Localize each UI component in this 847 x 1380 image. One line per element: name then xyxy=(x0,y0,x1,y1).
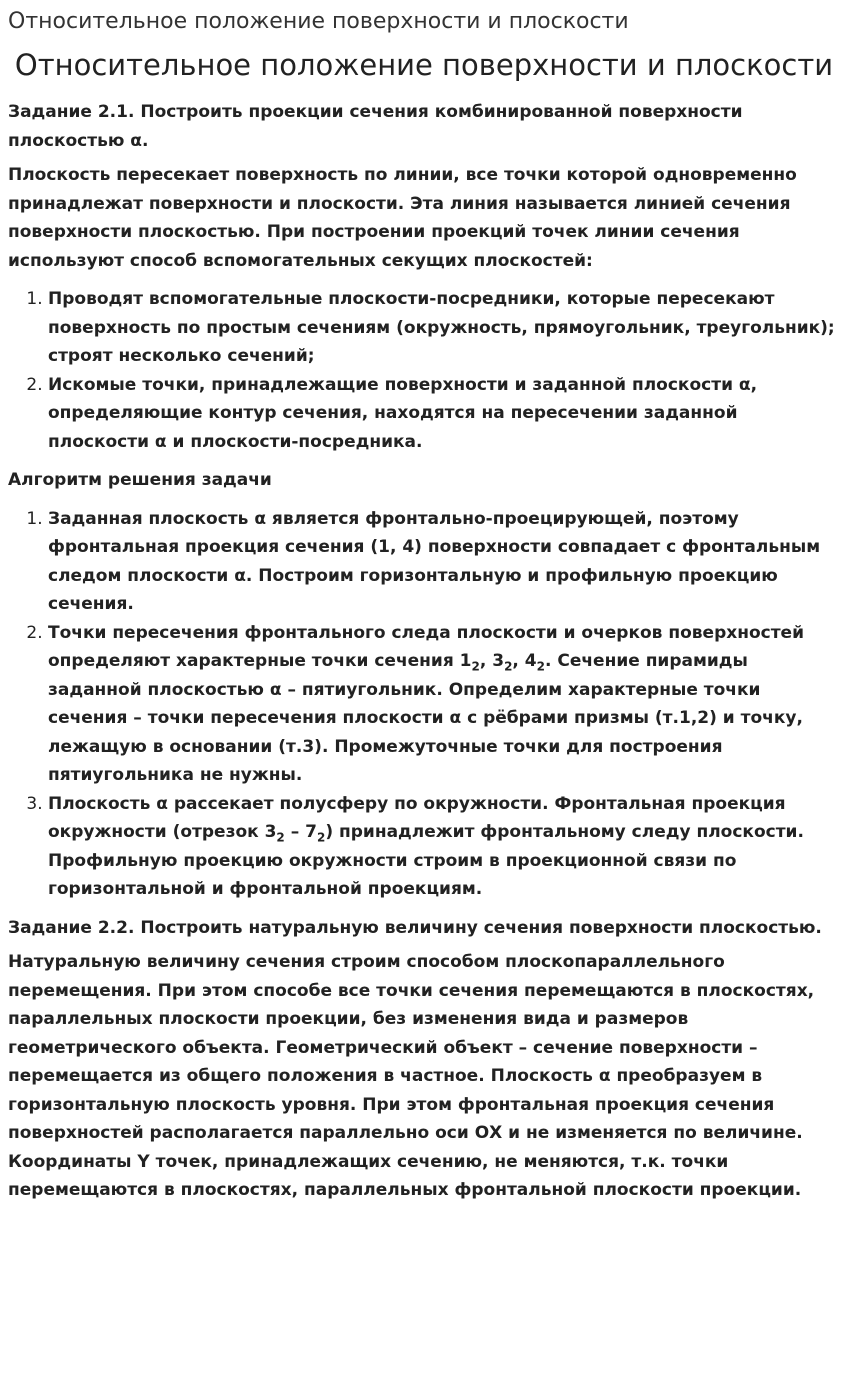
step3-text-a: Плоскость α рассекает полусферу по окружности. Фронтальная проекция окружности (отрезок 3 xyxy=(48,793,786,842)
document-tab-title: Относительное положение поверхности и плоскости xyxy=(8,9,629,34)
step3-text-b: – 7 xyxy=(284,822,317,842)
step2-text-d: . Сечение пирамиды заданной плоскостью α – пятиугольник. Определим характерные точки сечения – точки пересечения плоскости α с рёбрами призмы (т.1,2) и точку, лежащую в основании (т.3). Промежуточные точки для построения пятиугольника не нужны. xyxy=(48,651,803,785)
subscript: 2 xyxy=(504,659,513,674)
algorithm-steps xyxy=(8,505,840,904)
list-item xyxy=(48,790,840,904)
task-2-2-title: Задание 2.2. Построить натуральную величину сечения поверхности плоскостью. xyxy=(8,917,822,938)
list-item: 1. Заданная плоскость α является фронтально-проецирующей, поэтому фронтальная проекция сечения (1, 4) поверхности совпадает с фронтальным следом плоскости α. Построим горизонтальную и профильную проекцию сечения. xyxy=(48,505,840,619)
list-item: 2. Искомые точки, принадлежащие поверхности и заданной плоскости α, определяющие контур сечения, находятся на пересечении заданной плоскости α и плоскости-посредника. xyxy=(48,371,840,457)
page-title: Относительное положение поверхности и плоскости xyxy=(14,48,834,82)
step2-text-b: , 3 xyxy=(479,651,505,671)
algorithm-title: Алгоритм решения задачи xyxy=(8,470,272,490)
list-item: 1. Проводят вспомогательные плоскости-посредники, которые пересекают поверхность по простым сечениям (окружность, прямоугольник, треугольник); строят несколько сечений; xyxy=(48,285,840,371)
step2-text-c: , 4 xyxy=(512,651,537,671)
list-item xyxy=(48,619,840,790)
auxiliary-planes-steps xyxy=(8,285,840,456)
step2-text-a: Точки пересечения фронтального следа плоскости и очерков поверхностей определяют характерные точки сечения 1 xyxy=(48,622,805,671)
subscript: 2 xyxy=(536,659,545,674)
step3-text-c: ) принадлежит фронтальному следу плоскости. Профильную проекцию окружности строим в проекционной связи по горизонтальной и фронтальной проекциям. xyxy=(48,822,804,899)
task-2-1-intro: Плоскость пересекает поверхность по линии, все точки которой одновременно принадлежат поверхности и плоскости. Эта линия называется линией сечения поверхности плоскостью. При построении проекций точек линии сечения используют способ вспомогательных секущих плоскостей: xyxy=(8,165,797,271)
subscript: 2 xyxy=(276,830,285,845)
task-2-1-title: Задание 2.1. Построить проекции сечения комбинированной поверхности плоскостью α. xyxy=(8,102,743,151)
subscript: 2 xyxy=(316,830,326,845)
document-page xyxy=(8,0,840,1211)
task-2-2-body: Натуральную величину сечения строим способом плоскопараллельного перемещения. При этом способе все точки сечения перемещаются в плоскостях, параллельных плоскости проекции, без изменения вида и размеров геометрического объекта. Геометрический объект – сечение поверхности – перемещается из общего положения в частное. Плоскость α преобразуем в горизонтальную плоскость уровня. При этом фронтальная проекция сечения поверхностей располагается параллельно оси ОХ и не изменяется по величине. Координаты Y точек, принадлежащих сечению, не меняются, т.к. точки перемещаются в плоскостях, параллельных фронтальной плоскости проекции. xyxy=(8,952,815,1200)
subscript: 2 xyxy=(471,659,480,674)
